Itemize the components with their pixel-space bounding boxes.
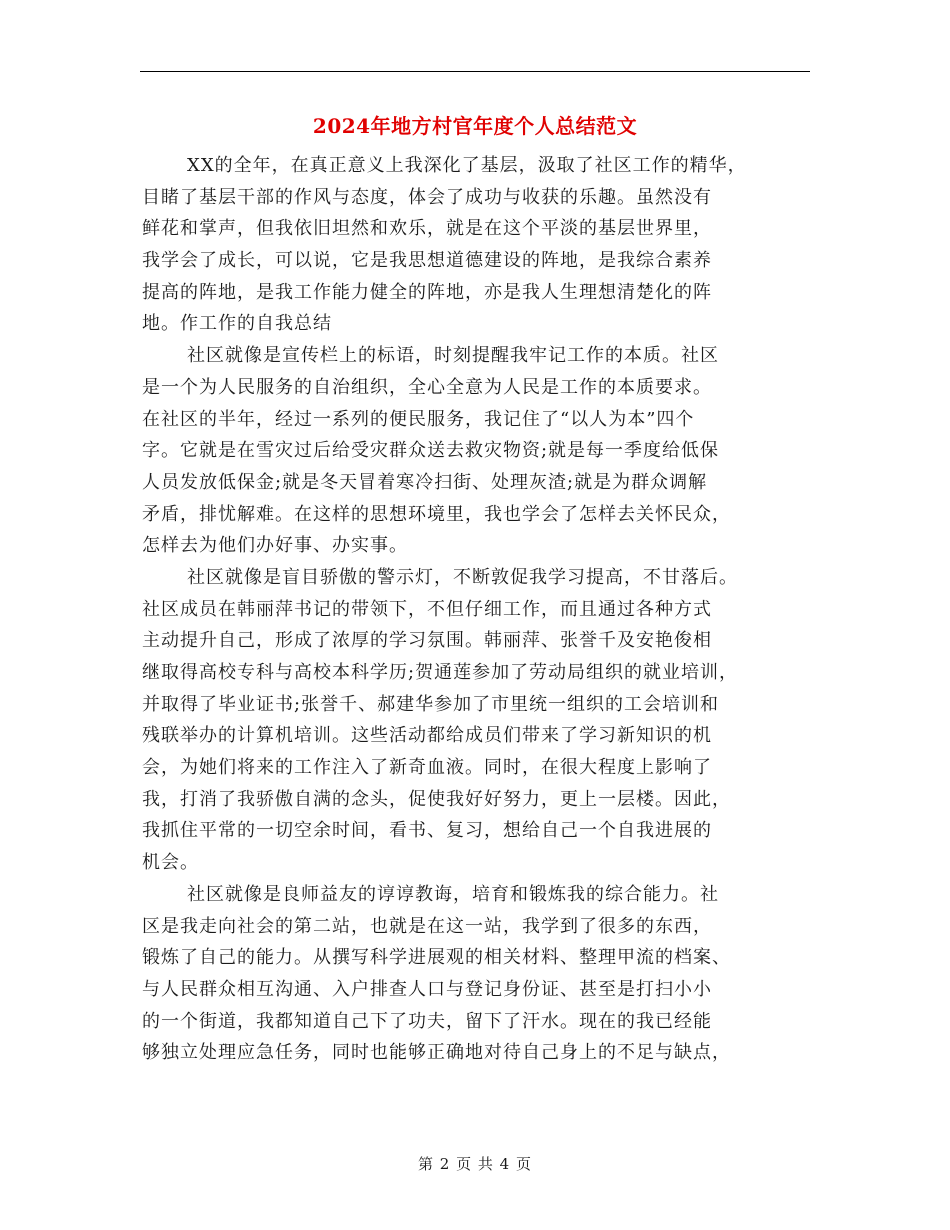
paragraph-line: 社区就像是盲目骄傲的警示灯，不断敦促我学习提高，不甘落后。 [187, 566, 738, 588]
paragraph-line: 锻炼了自己的能力。从撰写科学进展观的相关材料、整理甲流的档案、 [142, 947, 731, 969]
paragraph-line: 社区成员在韩丽萍书记的带领下，不但仔细工作，而且通过各种方式 [142, 598, 712, 620]
paragraph-line: 是一个为人民服务的自治组织，全心全意为人民是工作的本质要求。 [142, 376, 712, 398]
header-rule [140, 71, 810, 72]
paragraph-line: XX的全年，在真正意义上我深化了基层，汲取了社区工作的精华， [187, 155, 747, 176]
paragraph-line: 人员发放低保金;就是冬天冒着寒冷扫街、处理灰渣;就是为群众调解 [142, 471, 708, 493]
paragraph-line: 社区就像是良师益友的谆谆教诲，培育和锻炼我的综合能力。社 [187, 883, 719, 905]
paragraph-line: 社区就像是宣传栏上的标语，时刻提醒我牢记工作的本质。社区 [187, 345, 719, 367]
paragraph-line: 区是我走向社会的第二站，也就是在这一站，我学到了很多的东西， [142, 915, 712, 937]
paragraph-line: 目睹了基层干部的作风与态度，体会了成功与收获的乐趣。虽然没有 [142, 186, 712, 208]
paragraph-line: 矛盾，排忧解难。在这样的思想环境里，我也学会了怎样去关怀民众， [142, 503, 731, 525]
paragraph-line: 我，打消了我骄傲自满的念头，促使我好好努力，更上一层楼。因此， [142, 788, 731, 810]
paragraph-line: 继取得高校专科与高校本科学历;贺通莲参加了劳动局组织的就业培训， [142, 662, 739, 683]
paragraph-line: 主动提升自己，形成了浓厚的学习氛围。韩丽萍、张誉千及安艳俊相 [142, 630, 712, 652]
paragraph-line: 地。作工作的自我总结 [142, 313, 332, 335]
paragraph-line: 在社区的半年，经过一系列的便民服务，我记住了“以人为本”四个 [142, 408, 695, 430]
page-number-footer: 第 2 页 共 4 页 [418, 1155, 532, 1173]
document-body [142, 150, 832, 1069]
paragraph-line: 字。它就是在雪灾过后给受灾群众送去救灾物资;就是每一季度给低保 [142, 440, 720, 462]
paragraph-line: 与人民群众相互沟通、入户排查人口与登记身份证、甚至是打扫小小 [142, 978, 712, 1000]
paragraph-line: 机会。 [142, 852, 199, 874]
paragraph-line: 怎样去为他们办好事、办实事。 [142, 535, 408, 557]
paragraph-line: 的一个街道，我都知道自己下了功夫，留下了汗水。现在的我已经能 [142, 1010, 712, 1032]
paragraph-line: 够独立处理应急任务，同时也能够正确地对待自己身上的不足与缺点， [142, 1042, 731, 1064]
paragraph-line: 我抓住平常的一切空余时间，看书、复习，想给自己一个自我进展的 [142, 820, 712, 842]
paragraph-line: 鲜花和掌声，但我依旧坦然和欢乐，就是在这个平淡的基层世界里， [142, 218, 712, 240]
paragraph-line: 我学会了成长，可以说，它是我思想道德建设的阵地，是我综合素养 [142, 250, 712, 272]
paragraph-line: 残联举办的计算机培训。这些活动都给成员们带来了学习新知识的机 [142, 725, 712, 747]
paragraph-line: 提高的阵地，是我工作能力健全的阵地，亦是我人生理想清楚化的阵 [142, 281, 712, 303]
document-title: 2024年地方村官年度个人总结范文 [312, 114, 638, 138]
paragraph-line: 并取得了毕业证书;张誉千、郝建华参加了市里统一组织的工会培训和 [142, 693, 720, 715]
paragraph-line: 会，为她们将来的工作注入了新奇血液。同时，在很大程度上影响了 [142, 757, 712, 779]
